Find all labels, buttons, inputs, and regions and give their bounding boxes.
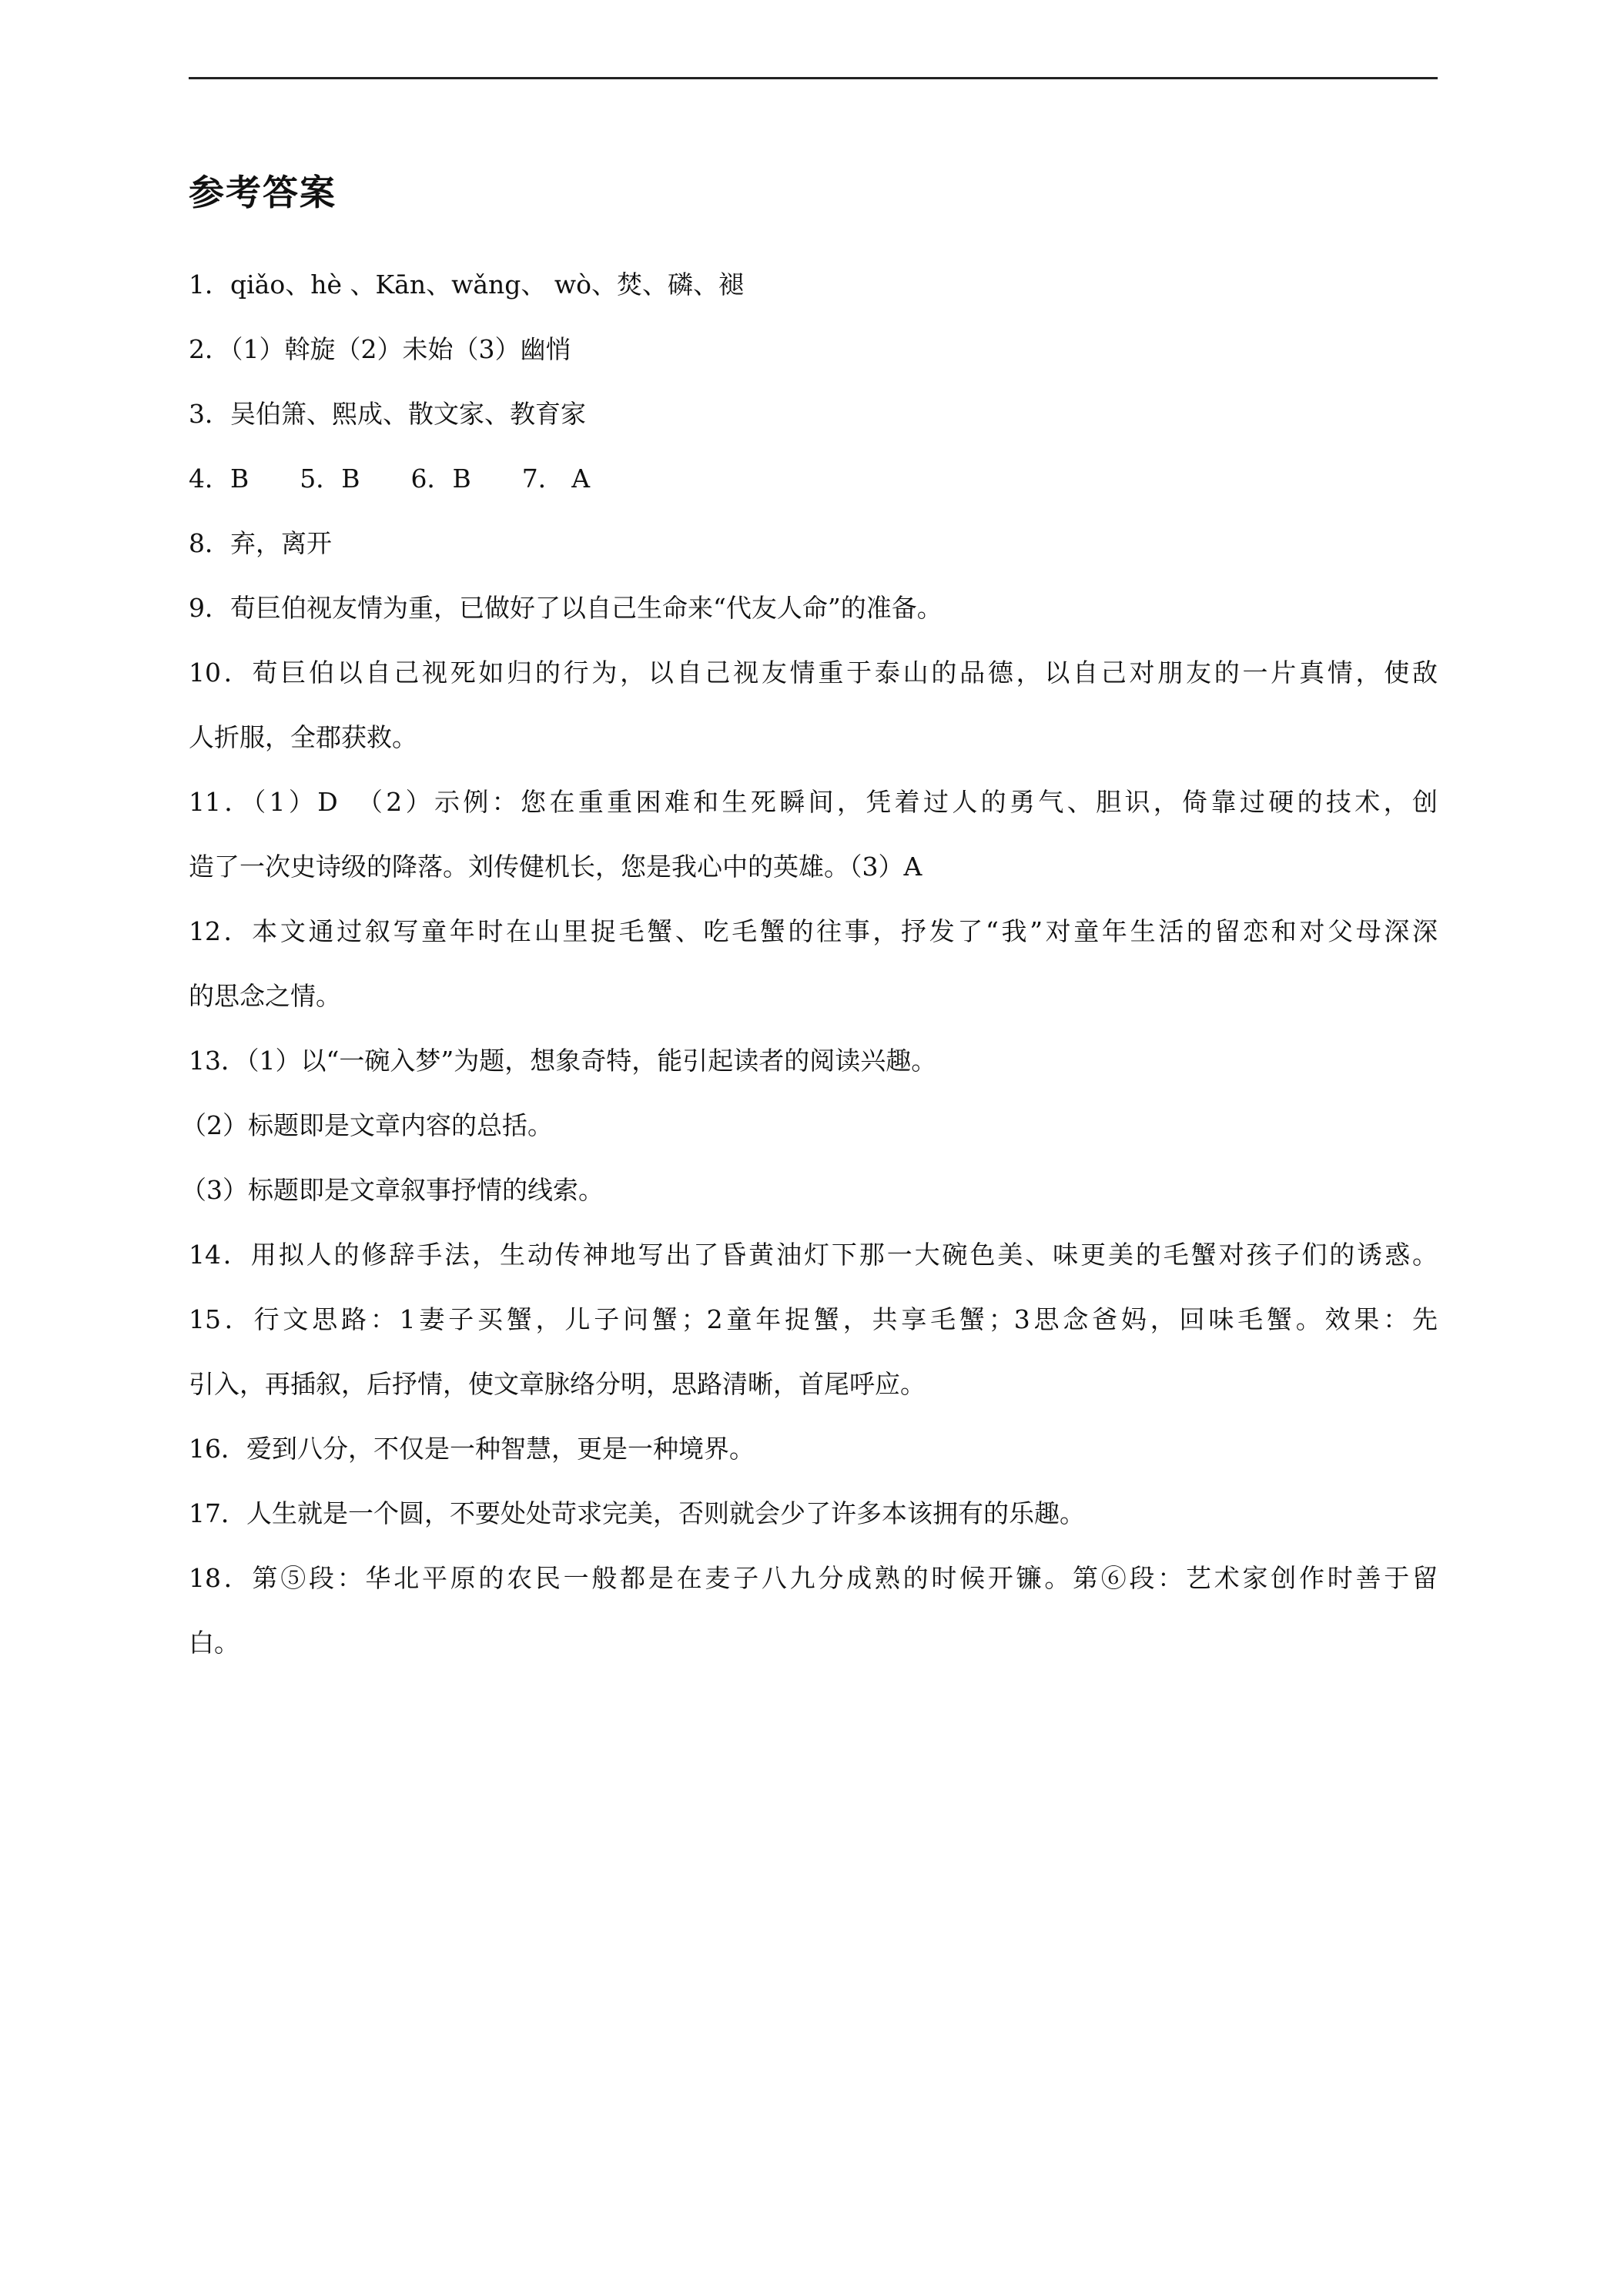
answer-line: 12．本文通过叙写童年时在山里捉毛蟹、吃毛蟹的往事，抒发了“我”对童年生活的留恋和对父母深深: [189, 916, 1438, 946]
answer-line: 1．qiǎo、hè 、Kān、wǎng、 wò、焚、磷、褪: [189, 269, 744, 300]
answer-line: 13．（1）以“一碗入梦”为题，想象奇特，能引起读者的阅读兴趣。: [189, 1046, 937, 1076]
answer-line: 人折服，全郡获救。: [189, 722, 417, 752]
answer-line: 10．荀巨伯以自己视死如归的行为，以自己视友情重于泰山的品德，以自己对朋友的一片真情，使敌: [189, 658, 1438, 688]
page-title: 参考答案: [189, 172, 337, 213]
answer-line: 2．（1）斡旋（2）未始（3）幽悄: [189, 334, 571, 364]
answer-list: [181, 253, 1438, 1675]
answer-line: 造了一次史诗级的降落。刘传健机长，您是我心中的英雄。（3）A: [189, 852, 922, 882]
answer-line: 引入，再插叙，后抒情，使文章脉络分明，思路清晰，首尾呼应。: [189, 1369, 926, 1399]
answer-line: 16．爱到八分，不仅是一种智慧，更是一种境界。: [189, 1434, 755, 1464]
answer-line: 8．弃，离开: [189, 528, 332, 558]
answer-line: （3）标题即是文章叙事抒情的线索。: [181, 1175, 604, 1205]
answer-line: 4．B 5．B 6．B 7． A: [189, 464, 591, 494]
answer-line: （2）标题即是文章内容的总括。: [181, 1110, 553, 1140]
answer-line: 17．人生就是一个圆，不要处处苛求完美，否则就会少了许多本该拥有的乐趣。: [189, 1498, 1085, 1528]
answer-line: 15．行文思路：1妻子买蟹，儿子问蟹；2童年捉蟹，共享毛蟹；3思念爸妈，回味毛蟹。效果：先: [189, 1304, 1438, 1334]
header-rule: [189, 77, 1438, 79]
answer-line: 18．第⑤段：华北平原的农民一般都是在麦子八九分成熟的时候开镰。第⑥段：艺术家创作时善于留: [189, 1563, 1438, 1593]
answer-line: 白。: [189, 1628, 239, 1658]
answer-line: 11．（1）D （2）示例：您在重重困难和生死瞬间，凭着过人的勇气、胆识，倚靠过硬的技术，创: [189, 787, 1438, 817]
answer-line: 3．吴伯箫、熙成、散文家、教育家: [189, 399, 586, 429]
answer-line: 的思念之情。: [189, 981, 341, 1011]
answer-line: 9．荀巨伯视友情为重，已做好了以自己生命来“代友人命”的准备。: [189, 593, 943, 623]
answer-line: 14．用拟人的修辞手法，生动传神地写出了昏黄油灯下那一大碗色美、味更美的毛蟹对孩子们的诱惑。: [189, 1240, 1438, 1270]
